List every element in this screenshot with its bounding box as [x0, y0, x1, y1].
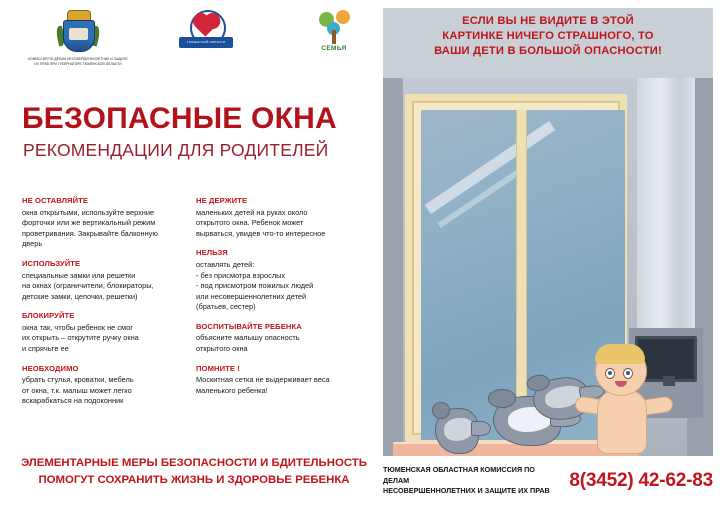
advice-heading: БЛОКИРУЙТЕ — [22, 311, 75, 321]
warning-line-3: ВАШИ ДЕТИ В БОЛЬШОЙ ОПАСНОСТИ! — [434, 45, 662, 58]
advice-item — [22, 364, 187, 407]
advice-heading: ПОМНИТЕ ! — [196, 363, 240, 373]
warning-line-2: КАРТИНКЕ НИЧЕГО СТРАШНОГО, ТО — [442, 30, 654, 43]
footer-organization — [383, 465, 561, 496]
warning-text — [383, 14, 713, 59]
advice-item — [22, 259, 187, 302]
advice-heading: НЕ ОСТАВЛЯЙТЕ — [22, 196, 89, 205]
advice-heading: ВОСПИТЫВАЙТЕ РЕБЕНКА — [196, 321, 302, 331]
advice-column-right — [196, 196, 371, 405]
advice-body: убрать стулья, кроватки, мебель от окна, т.к. малыш может легко вскарабкаться на подоконник — [22, 375, 134, 406]
advice-item — [196, 322, 371, 355]
footer-phone: 8(3452) 42-62-83 — [569, 470, 713, 491]
advice-body: окна так, чтобы ребенок не смог их открыть – открутите ручку окна и спрячьте ее — [22, 322, 139, 353]
room-scene — [383, 78, 713, 456]
advice-heading: ИСПОЛЬЗУЙТЕ — [22, 258, 81, 268]
advice-heading: НЕ ДЕРЖИТЕ — [196, 196, 248, 205]
page-subtitle: РЕКОМЕНДАЦИИ ДЛЯ РОДИТЕЛЕЙ — [23, 140, 329, 160]
wall-left — [383, 78, 403, 456]
advice-heading: НЕОБХОДИМО — [22, 363, 79, 373]
bottom-slogan — [14, 455, 374, 488]
advice-column-left — [22, 196, 187, 416]
logo-family — [282, 10, 386, 62]
crest-tyumen-icon — [58, 10, 98, 54]
advice-item — [196, 248, 371, 312]
emblem-social-development-icon — [179, 10, 233, 56]
page-title: БЕЗОПАСНЫЕ ОКНА — [22, 102, 337, 135]
footer-org-line-1: ТЮМЕНСКАЯ ОБЛАСТНАЯ КОМИССИЯ ПО ДЕЛАМ — [383, 465, 535, 485]
advice-body: окна открытыми, используйте верхние форточки или же вертикальный режим проветривания. Закрывайте балконную дверь — [22, 207, 158, 249]
logo-row — [26, 10, 386, 82]
advice-item — [22, 311, 187, 354]
illustration-panel — [383, 8, 713, 456]
advice-heading: НЕЛЬЗЯ — [196, 248, 228, 258]
advice-body: маленьких детей на руках около открытого окна. Ребенок может вырваться, увидев что-то интересное — [196, 207, 326, 238]
child-figure — [579, 346, 665, 456]
advice-body: специальные замки или решетки на окнах (ограничители, блокираторы, детские замки, цепочки, решетки) — [22, 270, 154, 301]
window-mullion — [516, 110, 527, 440]
emblem-family-word: СЕМЬЯ — [321, 45, 347, 52]
logo-dept — [154, 10, 258, 56]
emblem-ribbon-label: ТЮМЕНСКОЙ ОБЛАСТИ — [179, 37, 233, 48]
logo-commission — [26, 10, 130, 66]
slogan-line-1: ЭЛЕМЕНТАРНЫЕ МЕРЫ БЕЗОПАСНОСТИ И БДИТЕЛЬНОСТЬ — [21, 457, 367, 469]
advice-item — [196, 364, 371, 397]
emblem-family-tree-icon — [308, 10, 360, 62]
advice-body: объясните малышу опасность открытого окна — [196, 333, 300, 353]
advice-item — [196, 196, 371, 239]
advice-body: Москитная сетка не выдерживает веса маленького ребенка! — [196, 375, 330, 395]
footer-org-line-2: НЕСОВЕРШЕННОЛЕТНИХ И ЗАЩИТЕ ИХ ПРАВ — [383, 486, 550, 496]
advice-item — [22, 196, 187, 250]
logo-commission-caption: КОМИССИЯ ПО ДЕЛАМ НЕСОВЕРШЕННОЛЕТНИХ И ЗАЩИТЕ ИХ ПРАВ ПРИ ГУБЕРНАТОРЕ ТЮМЕНСКОЙ ОБЛАСТИ — [28, 57, 128, 66]
advice-body: оставлять детей: - без присмотра взрослых - под присмотром пожилых людей или несовершеннолетних детей (братьев, сестер) — [196, 260, 314, 312]
slogan-line-2: ПОМОГУТ СОХРАНИТЬ ЖИЗНЬ И ЗДОРОВЬЕ РЕБЕНКА — [38, 473, 350, 486]
footer — [383, 460, 713, 502]
warning-line-1: ЕСЛИ ВЫ НЕ ВИДИТЕ В ЭТОЙ — [462, 15, 634, 27]
pigeon-icon — [435, 408, 477, 452]
